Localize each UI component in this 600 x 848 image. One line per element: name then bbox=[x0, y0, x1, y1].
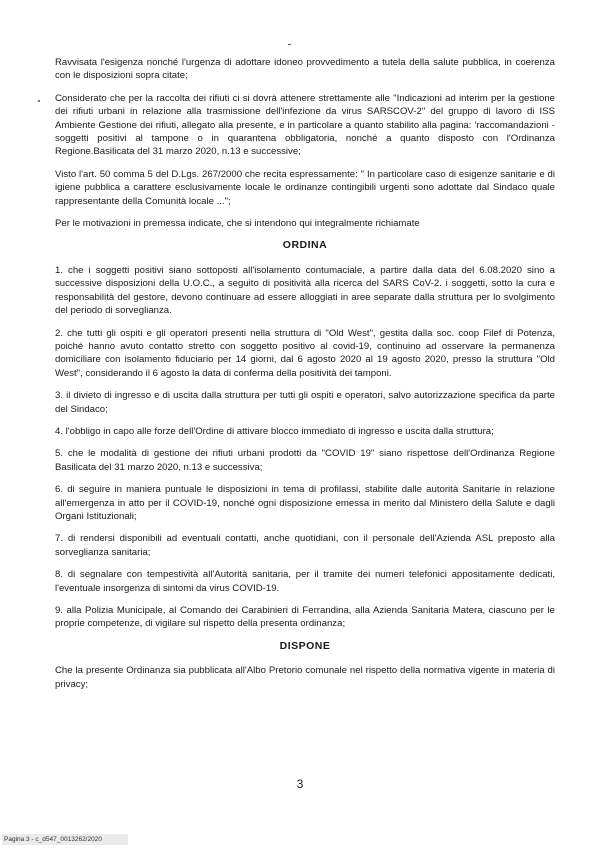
ordina-item: 8. di segnalare con tempestività all'Autorità sanitaria, per il tramite dei numeri telefonici appositamente dedicati, l'eventuale insorgenza di sintomi da virus COVID-19. bbox=[55, 569, 555, 594]
footer-label: Pagina 3 - c_d547_0013262/2020 bbox=[2, 834, 128, 845]
ordina-item: 1. che i soggetti positivi siano sottoposti all'isolamento contumaciale, a partire dalla data del 6.08.2020 sino a successive disposizioni della U.O.C., a seguito di positività alla ricerca del SARS CoV-2. i soggetti, sotto la cura e responsabilità del gestore, devono continuare ad essere alloggiati in aree separate dalla struttura per lo svolgimento del periodo di sorveglianza. bbox=[55, 264, 555, 317]
scan-speck bbox=[288, 44, 291, 45]
preamble-paragraph: Per le motivazioni in premessa indicate, che si intendono qui integralmente richiamate bbox=[55, 218, 420, 230]
ordina-item: 6. di seguire in maniera puntuale le disposizioni in tema di profilassi, stabilite dalle autorità Sanitarie in relazione all'emergenza in atto per il COVID-19, nonché ogni disposizione emessa in merito dal Ministero della Salute e dagli Organi Istituzionali; bbox=[55, 484, 555, 522]
ordina-item: 5. che le modalità di gestione dei rifiuti urbani prodotti da "COVID 19" siano rispettose dell'Ordinanza Regione Basilicata del 31 marzo 2020, n.13 e successiva; bbox=[55, 448, 555, 473]
ordina-item: 2. che tutti gli ospiti e gli operatori presenti nella struttura di "Old West", gestita dalla soc. coop Filef di Potenza, poiché hanno avuto contatto stretto con soggetto positivo al covid-19, continuino ad osservare la permanenza domiciliare con isolamento fiduciario per 14 giorni, dal 6 agosto 2020 al 19 agosto 2020, presso la struttura "Old West", considerando il 6 agosto la data di conferma della positività dei tamponi. bbox=[55, 327, 555, 379]
ordina-item: 3. il divieto di ingresso e di uscita dalla struttura per tutti gli ospiti e operatori, salvo autorizzazione specifica da parte del Sindaco; bbox=[55, 390, 555, 415]
ordina-item: 4. l'obbligo in capo alle forze dell'Ordine di attivare blocco immediato di ingresso e uscita dalla struttura; bbox=[55, 425, 494, 437]
preamble-paragraph: Visto l'art. 50 comma 5 del D.Lgs. 267/2000 che recita espressamente: " In particolare caso di esigenze sanitarie e di igiene pubblica a carattere esclusivamente locale le ordinanze contingibili urgenti sono adottate dal Sindaco quale rappresentante della Comunità locale ..."; bbox=[55, 168, 555, 207]
preamble-paragraph: Considerato che per la raccolta dei rifiuti ci si dovrà attenere strettamente alle "Indicazioni ad interim per la gestione dei rifiuti urbani in relazione alla trasmissione dell'infezione da virus SARSCOV-2" del gruppo di lavoro di ISS Ambiente Gestione dei rifiuti, allegato alla presente, e in particolare a quanto stabilito alla pagina: 'raccomandazioni -soggetti positivi al tampone o in quarantena obbligatoria, nonché a quanto disposto con l'Ordinanza Regione.Basilicata del 31 marzo 2020, n.13 e successive; bbox=[55, 92, 555, 158]
ordina-item: 7. di rendersi disponibili ad eventuali contatti, anche quotidiani, con il personale dell'Azienda ASL preposto alla sorveglianza sanitaria; bbox=[55, 533, 555, 558]
preamble-paragraph: Ravvisata l'esigenza nonché l'urgenza di adottare idoneo provvedimento a tutela della salute pubblica, in coerenza con le disposizioni sopra citate; bbox=[55, 57, 555, 82]
dispone-paragraph: Che la presente Ordinanza sia pubblicata all'Albo Pretorio comunale nel rispetto della normativa vigente in materia di privacy; bbox=[55, 665, 555, 690]
ordina-heading: ORDINA bbox=[282, 239, 328, 252]
dispone-heading: DISPONE bbox=[279, 639, 331, 652]
document-body bbox=[55, 56, 555, 700]
scan-speck bbox=[38, 100, 40, 102]
page-number: 3 bbox=[296, 777, 304, 791]
ordina-item: 9. alla Polizia Municipale, al Comando dei Carabinieri di Ferrandina, alla Azienda Sanitaria Matera, ciascuno per le proprie competenze, di vigilare sul rispetto della presenta ordinanza; bbox=[55, 605, 555, 630]
